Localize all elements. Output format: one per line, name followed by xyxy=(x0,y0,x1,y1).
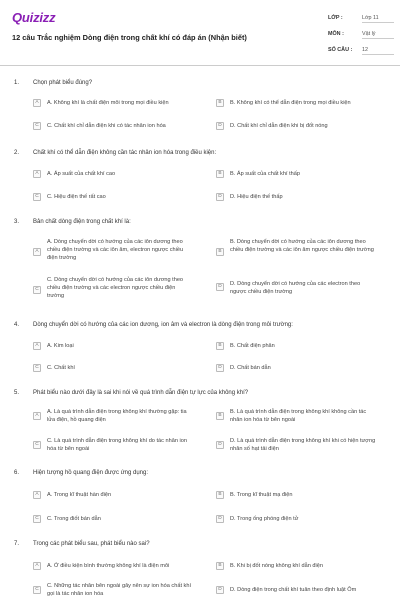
option-text: B. Dòng chuyển dời có hướng của các iôn dương theo chiều điện trường và các iôn âm ngược chiều điện trường xyxy=(230,239,374,253)
option-text: C. Trong điốt bán dẫn xyxy=(47,516,101,522)
question-text: Bản chất dòng điện trong chất khí là: xyxy=(33,219,131,225)
option-letter: C xyxy=(33,193,41,201)
worksheet-header xyxy=(0,0,400,66)
option-letter: D xyxy=(216,283,224,291)
option-letter: B xyxy=(216,491,224,499)
option-text: C. Dòng chuyển dời có hướng của các iôn dương theo chiều điện trường và các electron ngược chiều điện trường xyxy=(47,277,184,299)
option-letter: B xyxy=(216,562,224,570)
option-letter: A xyxy=(33,342,41,350)
option-text: A. Ở điều kiện bình thường không khí là điện môi xyxy=(47,563,170,569)
meta-label: LỚP : xyxy=(328,15,343,21)
option-text: D. Dòng chuyển dời có hướng của các electron theo ngược chiều điện trường xyxy=(230,281,361,295)
question-number: 5. xyxy=(14,390,20,396)
option-letter: D xyxy=(216,193,224,201)
option-text: B. Áp suất của chất khí thấp xyxy=(230,171,300,177)
option-letter: D xyxy=(216,586,224,594)
page-title: 12 câu Trắc nghiệm Dòng điện trong chất khí có đáp án (Nhận biết) xyxy=(12,33,247,42)
option-text: D. Chất khí chỉ dẫn điện khi bị đốt nóng xyxy=(230,123,328,129)
meta-label: SỐ CÂU : xyxy=(328,47,353,53)
question-number: 4. xyxy=(14,322,20,328)
option-text: A. Kim loại xyxy=(47,343,74,349)
option-text: A. Áp suất của chất khí cao xyxy=(47,171,116,177)
meta-label: MÔN : xyxy=(328,31,344,37)
option-letter: A xyxy=(33,170,41,178)
meta-value: 12 xyxy=(362,47,394,55)
question-number: 6. xyxy=(14,470,20,476)
question-text: Chất khí có thể dẫn điện không cần tác nhân ion hóa trong điều kiện: xyxy=(33,150,217,156)
option-text: D. Hiệu điện thế thấp xyxy=(230,194,283,200)
option-text: D. Chất bán dẫn xyxy=(230,365,271,371)
question-number: 2. xyxy=(14,150,20,156)
option-letter: B xyxy=(216,342,224,350)
option-text: A. Trong kĩ thuật hàn điện xyxy=(47,492,112,498)
question-text: Hiện tượng hồ quang điện được ứng dụng: xyxy=(33,470,148,476)
question-text: Dòng chuyển dời có hướng của các ion dương, ion âm và electron là dòng điện trong môi trường: xyxy=(33,322,293,328)
option-text: A. Dòng chuyển dời có hướng của các iôn dương theo chiều điện trường và các iôn âm, electron ngược chiều điện trường xyxy=(47,239,184,261)
option-text: A. Là quá trình dẫn điện trong không khí thường gặp: tia lửa điện, hồ quang điện xyxy=(47,409,187,423)
option-text: C. Chất khí xyxy=(47,365,75,371)
option-letter: B xyxy=(216,99,224,107)
option-text: B. Khi bị đốt nóng không khí dẫn điện xyxy=(230,563,323,569)
option-text: B. Trong kĩ thuật mạ điện xyxy=(230,492,293,498)
option-letter: D xyxy=(216,122,224,130)
option-text: D. Trong ống phóng điện tử xyxy=(230,516,299,522)
quizizz-logo: Quizizz xyxy=(12,10,56,25)
option-letter: C xyxy=(33,122,41,130)
question-text: Phát biểu nào dưới đây là sai khi nói về quá trình dẫn điện tự lực của không khí? xyxy=(33,390,249,396)
option-text: C. Là quá trình dẫn điện trong không khí do tác nhân ion hóa từ bên ngoài xyxy=(47,438,187,452)
option-letter: D xyxy=(216,441,224,449)
option-text: C. Những tác nhân bên ngoài gây nên sự ion hóa chất khí gọi là tác nhân ion hóa xyxy=(47,583,192,597)
option-text: B. Là quá trình dẫn điện trong không khí không cần tác nhân ion hóa từ bên ngoài xyxy=(230,409,367,423)
option-text: C. Chất khí chỉ dẫn điện khi có tác nhân ion hóa xyxy=(47,123,166,129)
question-number: 3. xyxy=(14,219,20,225)
meta-value: Lớp 11 xyxy=(362,15,394,23)
option-letter: B xyxy=(216,412,224,420)
question-number: 7. xyxy=(14,541,20,547)
question-number: 1. xyxy=(14,80,20,86)
option-text: C. Hiệu điện thế rất cao xyxy=(47,194,106,200)
option-letter: A xyxy=(33,412,41,420)
option-letter: C xyxy=(33,441,41,449)
option-letter: C xyxy=(33,364,41,372)
option-letter: C xyxy=(33,515,41,523)
option-text: A. Không khí là chất điện môi trong mọi điều kiện xyxy=(47,100,169,106)
option-text: D. Dòng điện trong chất khí tuân theo định luật Ôm xyxy=(230,587,357,593)
option-text: D. Là quá trình dẫn điện trong không khí khi có hiện tượng nhân số hạt tải điện xyxy=(230,438,376,452)
question-text: Chọn phát biểu đúng? xyxy=(33,80,93,86)
option-letter: C xyxy=(33,586,41,594)
question-text: Trong các phát biểu sau, phát biểu nào sai? xyxy=(33,541,150,547)
meta-value: Vật lý xyxy=(362,31,394,39)
option-text: B. Không khí có thể dẫn điện trong mọi điều kiện xyxy=(230,100,351,106)
option-letter: C xyxy=(33,286,41,294)
option-letter: A xyxy=(33,99,41,107)
option-letter: A xyxy=(33,562,41,570)
option-letter: B xyxy=(216,170,224,178)
option-letter: B xyxy=(216,248,224,256)
option-letter: A xyxy=(33,491,41,499)
option-letter: D xyxy=(216,515,224,523)
option-letter: A xyxy=(33,248,41,256)
option-text: B. Chất điện phân xyxy=(230,343,275,349)
option-letter: D xyxy=(216,364,224,372)
